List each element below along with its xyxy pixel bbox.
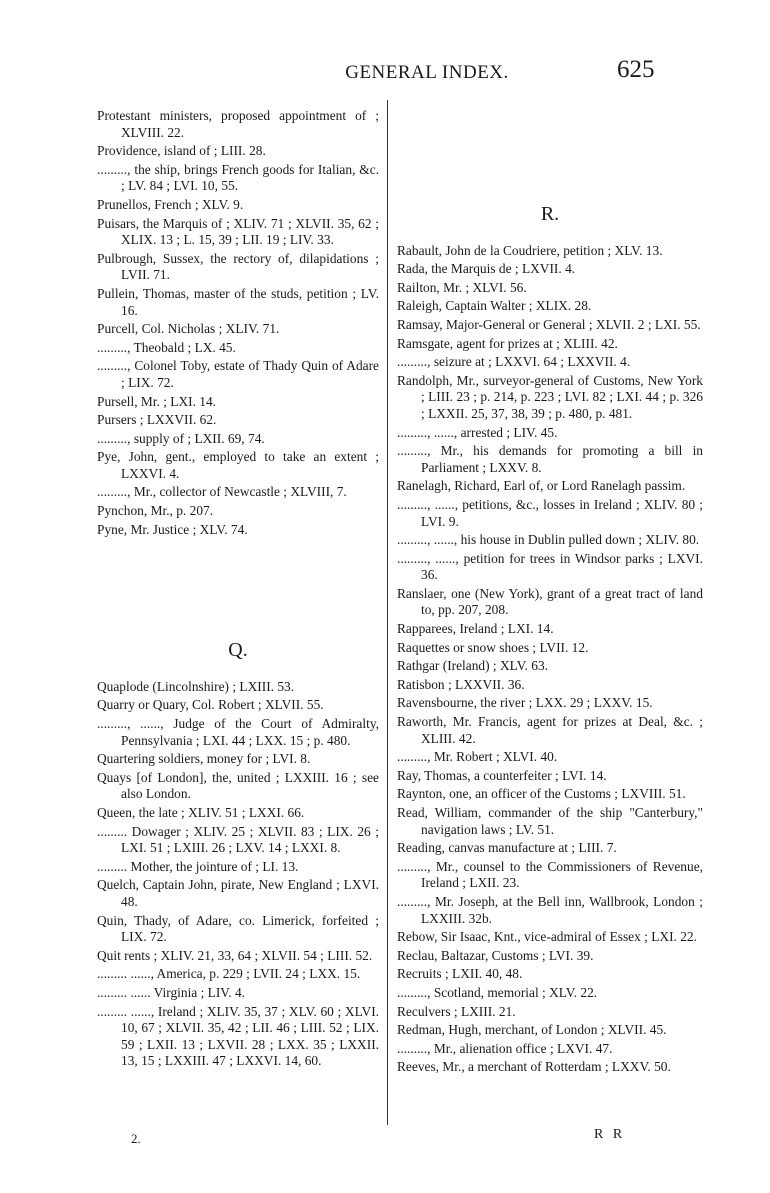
index-entry: ........., Scotland, memorial ; XLV. 22. bbox=[397, 984, 598, 1000]
index-entry: Quarry or Quary, Col. Robert ; XLVII. 55. bbox=[97, 697, 324, 713]
index-entry: Raynton, one, an officer of the Customs ; LXVIII. 51. bbox=[397, 786, 686, 802]
index-entry: ........., ......, his house in Dublin pulled down ; XLIV. 80. bbox=[397, 532, 700, 548]
index-entry: Pyne, Mr. Justice ; XLV. 74. bbox=[97, 521, 248, 537]
index-entry: Raquettes or snow shoes ; LVII. 12. bbox=[397, 639, 589, 655]
index-entry: Quelch, Captain John, pirate, New England ; LXVI. 48. bbox=[97, 877, 379, 909]
index-entry: ........., ......, Judge of the Court of Admiralty, Pennsylvania ; LXI. 44 ; LXX. 15 ; p. 480. bbox=[97, 716, 379, 748]
index-entry: ......... Mother, the jointure of ; LI. 13. bbox=[97, 858, 299, 874]
index-entry: Read, William, commander of the ship "Canterbury," navigation laws ; LV. 51. bbox=[397, 805, 703, 837]
left-column bbox=[97, 108, 379, 1072]
index-entry: ........., supply of ; LXII. 69, 74. bbox=[97, 430, 265, 446]
index-entry: ........., ......, petitions, &c., losses in Ireland ; XLIV. 80 ; LVI. 9. bbox=[397, 496, 703, 529]
section-spacer bbox=[97, 540, 379, 642]
index-entry: Ramsay, Major-General or General ; XLVII. 2 ; LXI. 55. bbox=[397, 316, 701, 332]
index-entry: Pursell, Mr. ; LXI. 14. bbox=[97, 393, 217, 409]
index-entry: ........., Colonel Toby, estate of Thady Quin of Adare ; LIX. 72. bbox=[97, 358, 379, 390]
index-entry: Railton, Mr. ; XLVI. 56. bbox=[397, 279, 527, 295]
index-entry: Quays [of London], the, united ; LXXIII. 16 ; see also London. bbox=[97, 769, 379, 802]
index-entry: ........., ......, petition for trees in Windsor parks ; LXVI. 36. bbox=[397, 550, 703, 583]
index-entry: Rabault, John de la Coudriere, petition ; XLV. 13. bbox=[397, 242, 663, 258]
index-entry: Rada, the Marquis de ; LXVII. 4. bbox=[397, 261, 576, 277]
index-entry: Pye, John, gent., employed to take an extent ; LXXVI. 4. bbox=[97, 449, 379, 481]
section-spacer bbox=[97, 659, 379, 679]
index-entry: ........., Mr., counsel to the Commissioners of Revenue, Ireland ; LXII. 23. bbox=[397, 858, 703, 891]
index-entry: ........., the ship, brings French goods for Italian, &c. ; LV. 84 ; LVI. 10, 55. bbox=[97, 161, 379, 194]
page-number: 625 bbox=[617, 56, 655, 83]
right-column bbox=[397, 108, 703, 1078]
index-entry: Queen, the late ; XLIV. 51 ; LXXI. 66. bbox=[97, 805, 305, 820]
index-entry: ........., Mr., his demands for promoting a bill in Parliament ; LXXV. 8. bbox=[397, 443, 703, 475]
section-spacer bbox=[397, 223, 703, 243]
index-list-q bbox=[97, 679, 379, 1070]
index-entry: ........., Mr. Joseph, at the Bell inn, Wallbrook, London ; LXXIII. 32b. bbox=[397, 893, 703, 926]
index-entry: ......... ......, Ireland ; XLIV. 35, 37 ; XLV. 60 ; XLVI. 10, 67 ; XLVII. 35, 42 ; LII. 46 ; LIII. 52 ; LIX. 59 ; LXII. 13 ; LXVII. 28 ; LXX. 35 ; LXXII. 13, 15 ; LXXIII. 47 ; LXXVI. 14, 60. bbox=[97, 1003, 379, 1069]
section-letter-r: R. bbox=[540, 203, 560, 225]
index-list-p bbox=[97, 108, 379, 538]
index-entry: Quaplode (Lincolnshire) ; LXIII. 53. bbox=[97, 678, 295, 694]
index-entry: Ranslaer, one (New York), grant of a great tract of land to, pp. 207, 208. bbox=[397, 585, 703, 618]
index-entry: Raworth, Mr. Francis, agent for prizes at Deal, &c. ; XLIII. 42. bbox=[397, 714, 703, 746]
index-list-r bbox=[397, 243, 703, 1076]
index-entry: ........., Theobald ; LX. 45. bbox=[97, 339, 236, 355]
index-entry: ........., ......, arrested ; LIV. 45. bbox=[397, 424, 558, 440]
section-letter-q: Q. bbox=[228, 639, 248, 662]
index-entry: Reeves, Mr., a merchant of Rotterdam ; LXXV. 50. bbox=[397, 1059, 671, 1075]
index-entry: Reading, canvas manufacture at ; LIII. 7. bbox=[397, 840, 617, 856]
index-entry: ........., seizure at ; LXXVI. 64 ; LXXVII. 4. bbox=[397, 354, 631, 370]
index-entry: Ravensbourne, the river ; LXX. 29 ; LXXV. 15. bbox=[397, 695, 653, 711]
index-entry: Prunellos, French ; XLV. 9. bbox=[97, 196, 244, 212]
index-entry: Ray, Thomas, a counterfeiter ; LVI. 14. bbox=[397, 767, 607, 783]
index-entry: ......... ......, America, p. 229 ; LVII. 24 ; LXX. 15. bbox=[97, 966, 361, 982]
index-entry: Pynchon, Mr., p. 207. bbox=[97, 503, 214, 519]
index-entry: Pulbrough, Sussex, the rectory of, dilapidations ; LVII. 71. bbox=[97, 250, 379, 283]
index-entry: Ranelagh, Richard, Earl of, or Lord Ranelagh passim. bbox=[397, 478, 686, 494]
section-spacer bbox=[397, 108, 703, 206]
index-entry: ......... ...... Virginia ; LIV. 4. bbox=[97, 984, 245, 1000]
header-title: GENERAL INDEX. bbox=[345, 62, 509, 83]
index-entry: Puisars, the Marquis of ; XLIV. 71 ; XLVII. 35, 62 ; XLIX. 13 ; L. 15, 39 ; LII. 19 ; LIV. 33. bbox=[97, 215, 379, 248]
catchword: R R bbox=[594, 1127, 626, 1142]
index-entry: ........., Mr., collector of Newcastle ; XLVIII, 7. bbox=[97, 484, 347, 500]
index-entry: Protestant ministers, proposed appointment of ; XLVIII. 22. bbox=[97, 108, 379, 140]
index-entry: Raleigh, Captain Walter ; XLIX. 28. bbox=[397, 298, 592, 314]
index-entry: Rapparees, Ireland ; LXI. 14. bbox=[397, 621, 554, 637]
index-entry: Redman, Hugh, merchant, of London ; XLVII. 45. bbox=[397, 1022, 667, 1038]
index-entry: Pursers ; LXXVII. 62. bbox=[97, 412, 217, 428]
index-entry: Randolph, Mr., surveyor-general of Customs, New York ; LIII. 23 ; p. 214, p. 223 ; LVI. 82 ; LXI. 44 ; p. 326 ; LXXII. 25, 37, 38, 39 ; p. 480, p. 481. bbox=[397, 372, 703, 421]
index-entry: Pullein, Thomas, master of the studs, petition ; LV. 16. bbox=[97, 285, 379, 318]
index-entry: Quit rents ; XLIV. 21, 33, 64 ; XLVII. 54 ; LIII. 52. bbox=[97, 947, 373, 963]
index-entry: Rebow, Sir Isaac, Knt., vice-admiral of Essex ; LXI. 22. bbox=[397, 929, 697, 945]
index-entry: ......... Dowager ; XLIV. 25 ; XLVII. 83 ; LIX. 26 ; LXI. 51 ; LXIII. 26 ; LXV. 14 ; LXXI. 8. bbox=[97, 823, 379, 856]
index-entry: Recruits ; LXII. 40, 48. bbox=[397, 966, 523, 982]
index-entry: Rathgar (Ireland) ; XLV. 63. bbox=[397, 658, 548, 674]
signature-mark: 2. bbox=[131, 1131, 141, 1146]
index-entry: Reculvers ; LXIII. 21. bbox=[397, 1003, 516, 1019]
index-entry: Quin, Thady, of Adare, co. Limerick, forfeited ; LIX. 72. bbox=[97, 912, 379, 945]
index-entry: Ramsgate, agent for prizes at ; XLIII. 42. bbox=[397, 335, 618, 351]
index-entry: Reclau, Baltazar, Customs ; LVI. 39. bbox=[397, 947, 594, 963]
index-entry: Ratisbon ; LXXVII. 36. bbox=[397, 676, 525, 692]
index-entry: Quartering soldiers, money for ; LVI. 8. bbox=[97, 751, 311, 767]
index-entry: Purcell, Col. Nicholas ; XLIV. 71. bbox=[97, 321, 280, 337]
index-entry: ........., Mr. Robert ; XLVI. 40. bbox=[397, 749, 558, 765]
index-entry: ........., Mr., alienation office ; LXVI. 47. bbox=[397, 1040, 613, 1056]
index-entry: Providence, island of ; LIII. 28. bbox=[97, 143, 266, 159]
column-divider bbox=[387, 100, 388, 1125]
